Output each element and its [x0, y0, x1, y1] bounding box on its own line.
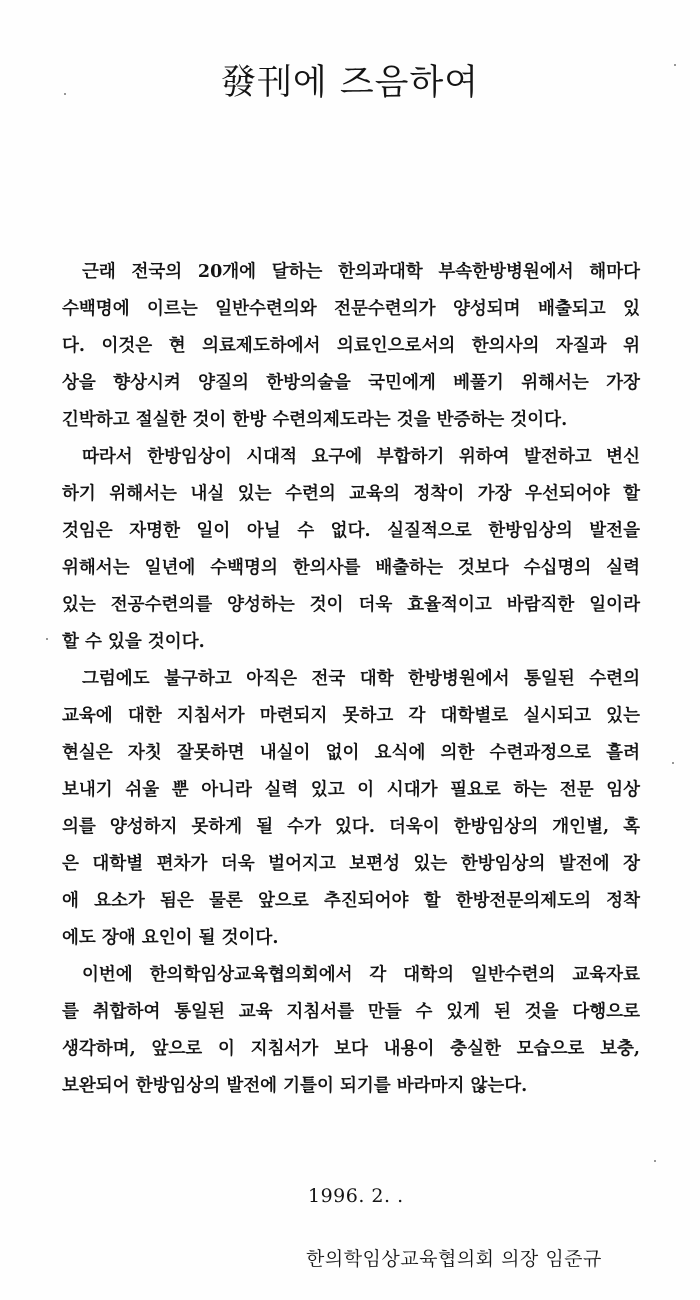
paragraph-line: 다. 이것은 현 의료제도하에서 의료인으로서의 한의사의 자질과 위 [62, 336, 640, 356]
scan-speck [672, 762, 674, 764]
paragraph-line: 것임은 자명한 일이 아닐 수 없다. 실질적으로 한방임상의 발전을 [62, 521, 640, 541]
paragraph-line: 할 수 있을 것이다. [62, 632, 205, 652]
paragraph-line: 보내기 쉬울 뿐 아니라 실력 있고 이 시대가 필요로 하는 전문 임상 [62, 780, 640, 800]
scan-speck [674, 64, 676, 66]
paragraph-line: 있는 전공수련의를 양성하는 것이 더욱 효율적이고 바람직한 일이라 [62, 595, 640, 615]
paragraph-line: 애 요소가 됨은 물론 앞으로 추진되어야 할 한방전문의제도의 정착 [62, 891, 640, 911]
paragraph-line: 따라서 한방임상이 시대적 요구에 부합하기 위하여 발전하고 변신 [82, 447, 640, 467]
paragraph-line: 상을 향상시켜 양질의 한방의술을 국민에게 베풀기 위해서는 가장 [62, 373, 640, 393]
author-signature-line: 한의학임상교육협의회 의장 임준규 [306, 1248, 602, 1270]
paragraph-line: 현실은 자칫 잘못하면 내실이 없이 요식에 의한 수련과정으로 흘려 [62, 743, 640, 763]
paragraph-line: 의를 양성하지 못하게 될 수가 있다. 더욱이 한방임상의 개인별, 혹 [62, 817, 640, 837]
paragraph-line: 를 취합하여 통일된 교육 지침서를 만들 수 있게 된 것을 다행으로 [62, 1002, 640, 1022]
paragraph-line: 수백명에 이르는 일반수련의와 전문수련의가 양성되며 배출되고 있 [62, 299, 640, 319]
paragraph-line: 은 대학별 편차가 더욱 벌어지고 보편성 있는 한방임상의 발전에 장 [62, 854, 640, 874]
scan-speck [654, 1160, 656, 1162]
paragraph-line: 그럼에도 불구하고 아직은 전국 대학 한방병원에서 통일된 수련의 [82, 669, 640, 689]
paragraph-line: 교육에 대한 지침서가 마련되지 못하고 각 대학별로 실시되고 있는 [62, 706, 640, 726]
paragraph-line: 에도 장애 요인이 될 것이다. [62, 928, 279, 948]
paragraph-line: 생각하며, 앞으로 이 지침서가 보다 내용이 충실한 모습으로 보충, [62, 1039, 640, 1059]
paragraph-line: 위해서는 일년에 수백명의 한의사를 배출하는 것보다 수십명의 실력 [62, 558, 640, 578]
paragraph-line: 이번에 한의학임상교육협의회에서 각 대학의 일반수련의 교육자료 [82, 965, 640, 985]
publication-date: 1996. 2. . [308, 1185, 404, 1207]
paragraph-line: 긴박하고 절실한 것이 한방 수련의제도라는 것을 반증하는 것이다. [62, 410, 568, 430]
paragraph-line: 보완되어 한방임상의 발전에 기틀이 되기를 바라마지 않는다. [62, 1076, 528, 1096]
scan-speck [64, 93, 66, 95]
document-body [62, 254, 640, 1105]
paragraph-line: 근래 전국의 20개에 달하는 한의과대학 부속한방병원에서 해마다 [82, 262, 640, 282]
document-title: 發刊에 즈음하여 [220, 63, 480, 103]
paragraph-line: 하기 위해서는 내실 있는 수련의 교육의 정착이 가장 우선되어야 할 [62, 484, 640, 504]
scan-speck [46, 638, 48, 640]
